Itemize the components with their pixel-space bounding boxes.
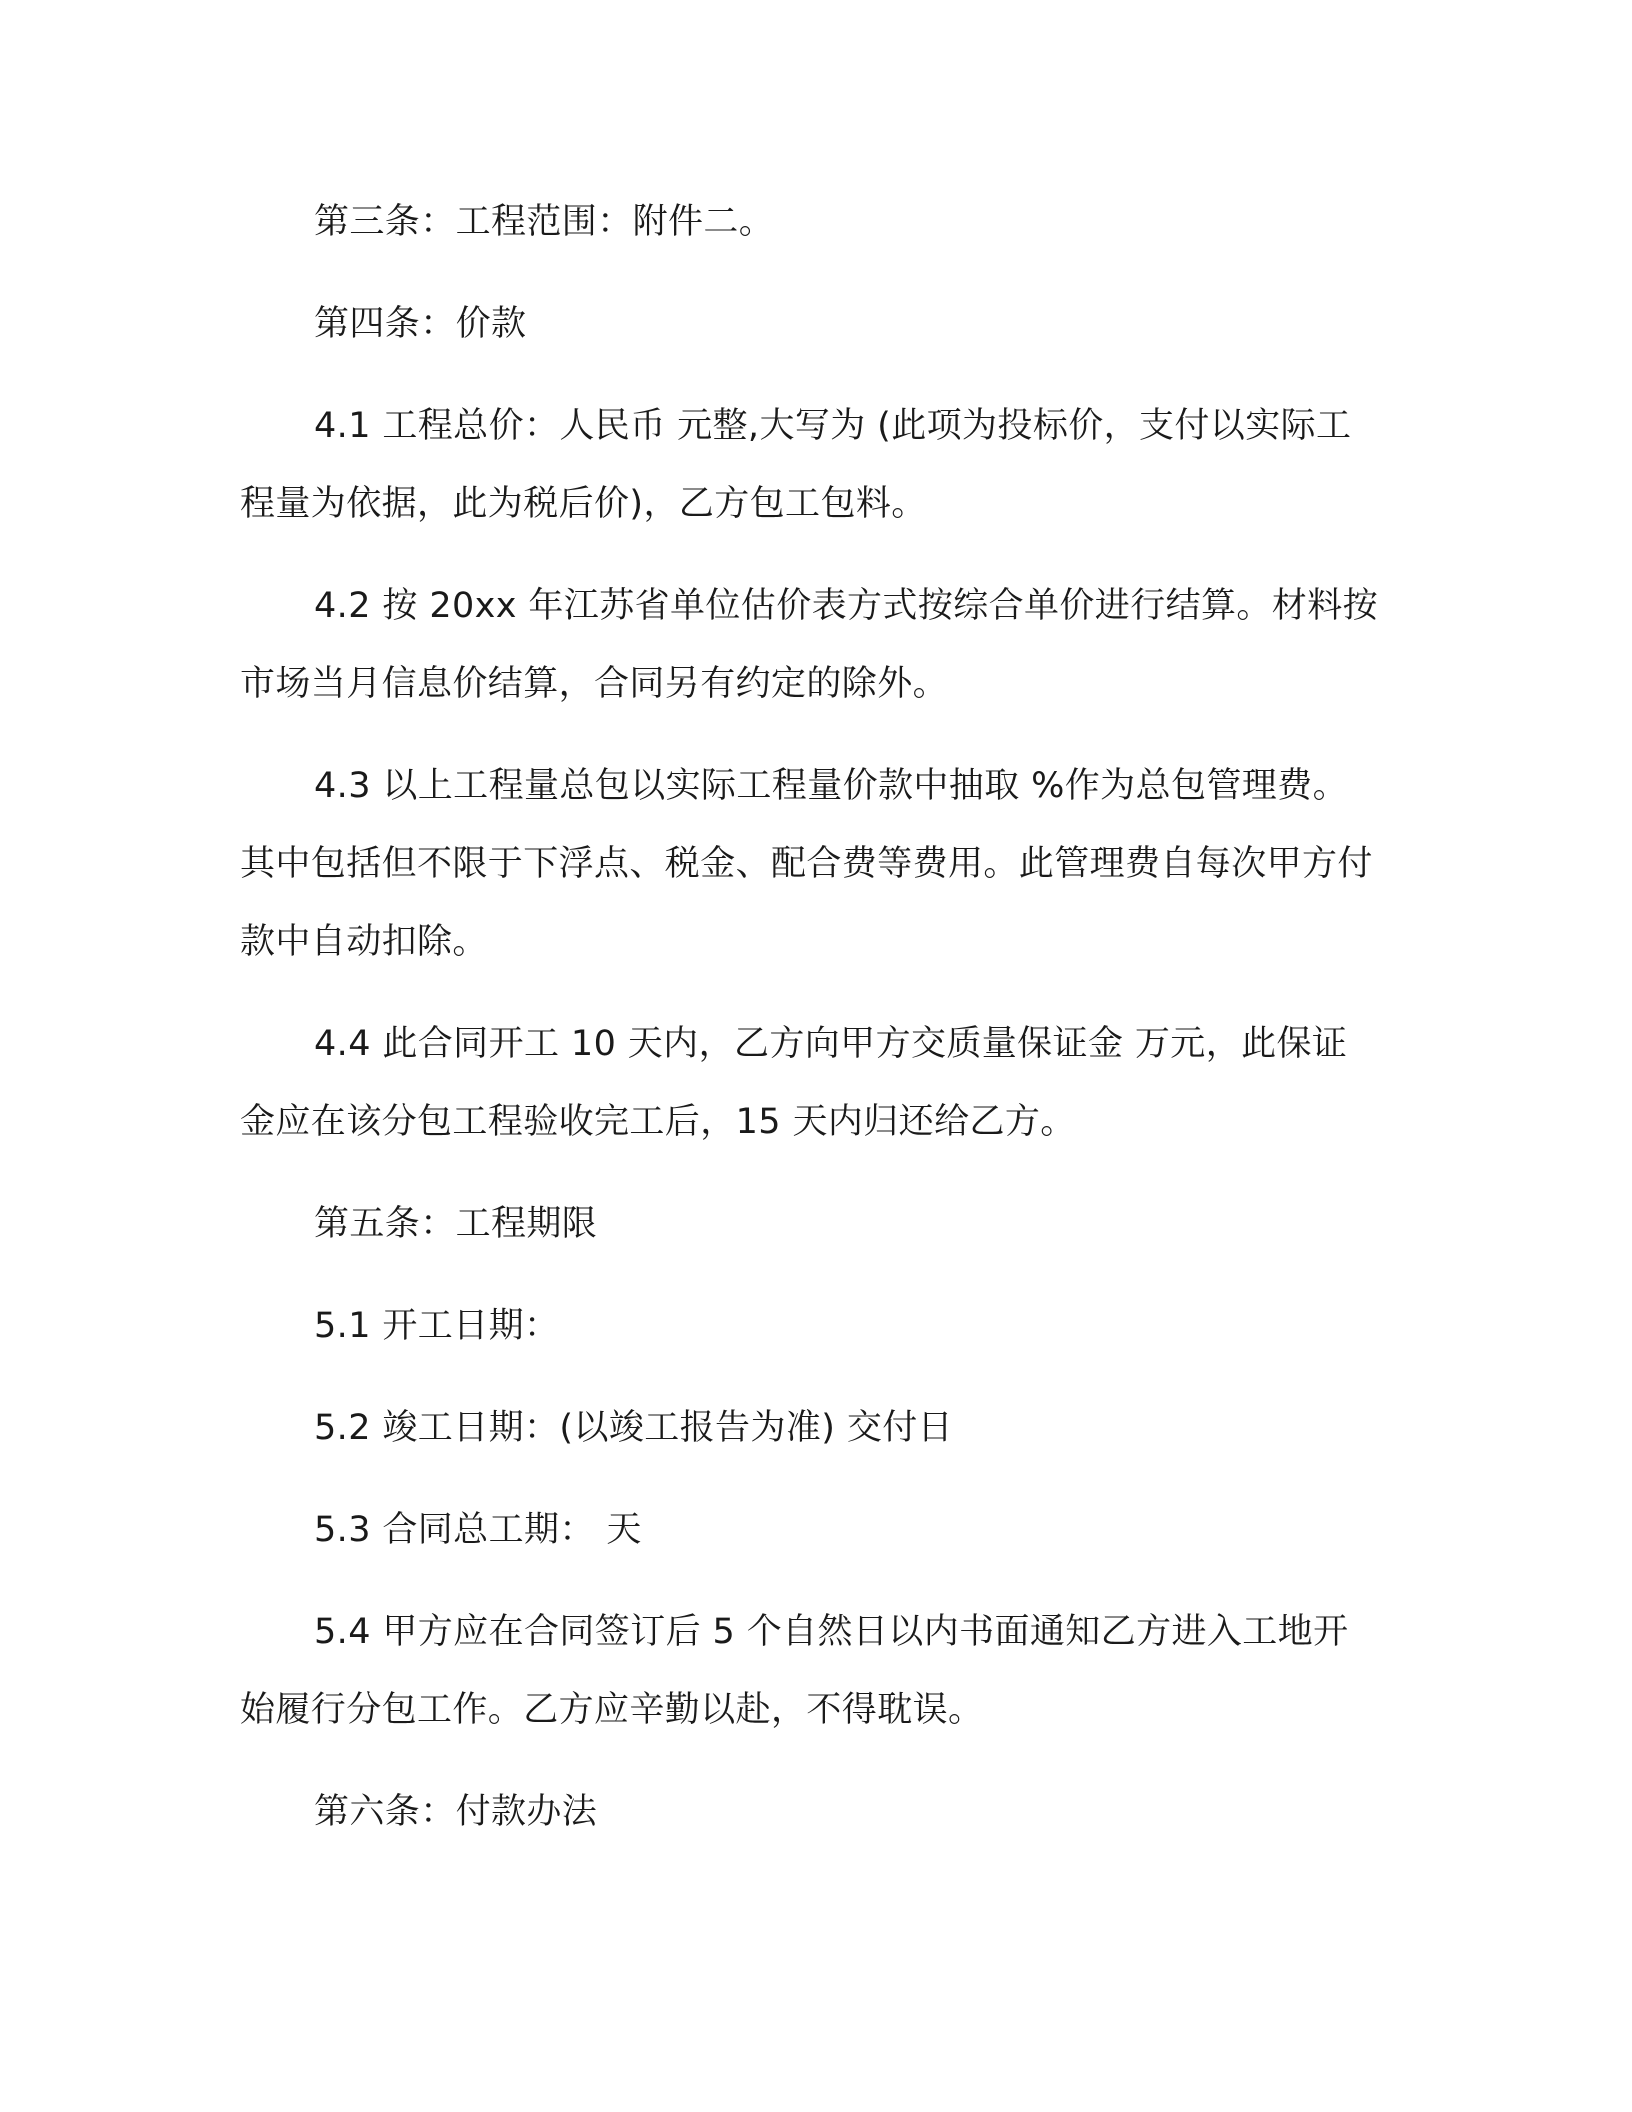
clause-4-4: 4.4 此合同开工 10 天内，乙方向甲方交质量保证金 万元，此保证金应在该分包工程验收完工后，15 天内归还给乙方。 xyxy=(240,1024,1348,1142)
clause-5-3: 5.3 合同总工期： 天 xyxy=(314,1510,642,1550)
article-3-scope: 第三条：工程范围：附件二。 xyxy=(314,202,775,242)
clause-4-3: 4.3 以上工程量总包以实际工程量价款中抽取 %作为总包管理费。其中包括但不限于下浮点、税金、配合费等费用。此管理费自每次甲方付款中自动扣除。 xyxy=(240,766,1373,962)
clause-4-1: 4.1 工程总价：人民币 元整,大写为 (此项为投标价，支付以实际工程量为依据，此为税后价)，乙方包工包料。 xyxy=(240,406,1352,524)
article-6-heading: 第六条：付款办法 xyxy=(314,1792,598,1832)
article-4-heading: 第四条：价款 xyxy=(314,304,527,344)
clause-5-2: 5.2 竣工日期：(以竣工报告为准) 交付日 xyxy=(314,1408,954,1448)
document-body xyxy=(240,183,1380,1851)
clause-5-1: 5.1 开工日期： xyxy=(314,1306,560,1346)
clause-4-2: 4.2 按 20xx 年江苏省单位估价表方式按综合单价进行结算。材料按市场当月信息价结算，合同另有约定的除外。 xyxy=(240,586,1379,704)
clause-5-4: 5.4 甲方应在合同签订后 5 个自然日以内书面通知乙方进入工地开始履行分包工作。乙方应辛勤以赴，不得耽误。 xyxy=(240,1612,1349,1730)
article-5-heading: 第五条：工程期限 xyxy=(314,1204,598,1244)
